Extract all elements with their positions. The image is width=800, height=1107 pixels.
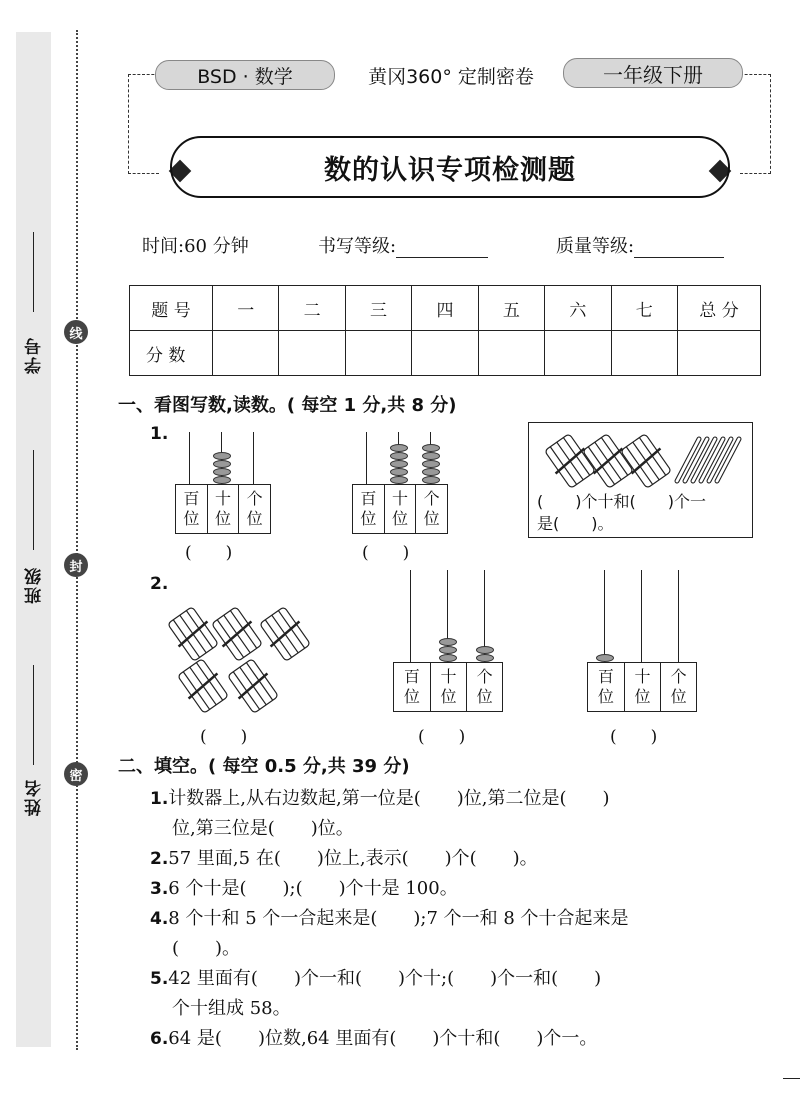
writing-grade-label: 书写等级: xyxy=(318,236,397,257)
abacus xyxy=(175,432,271,534)
section-1-heading: 一、看图写数,读数。( 每空 1 分,共 8 分) xyxy=(118,395,457,416)
section-2-questions xyxy=(150,786,780,1056)
seal-line-mark: 线 xyxy=(64,320,88,344)
stick-bundle xyxy=(174,656,232,715)
question-2-number: 2. xyxy=(150,574,169,594)
answer-blank[interactable]: ( ) xyxy=(200,727,248,747)
place-label-tens xyxy=(625,663,662,711)
question-line xyxy=(150,966,780,996)
abacus-bead xyxy=(439,654,457,662)
quality-grade-label: 质量等级: xyxy=(556,236,635,257)
score-table-cell: 四 xyxy=(412,286,478,331)
place-label-text: 百 位 xyxy=(403,667,420,706)
question-line xyxy=(150,906,780,936)
question-text: 42 里面有( )个一和( )个十;( )个一和( ) xyxy=(168,968,602,989)
abacus-rod xyxy=(678,570,679,662)
name-label: 姓名 xyxy=(25,778,45,816)
abacus-bead xyxy=(422,476,440,484)
bundle-picture xyxy=(537,429,747,491)
question-line xyxy=(150,846,780,876)
answer-blank[interactable]: ( ) xyxy=(362,543,410,563)
question-line xyxy=(150,786,780,816)
score-row-label: 分 数 xyxy=(130,331,213,376)
bundle-picture xyxy=(168,606,318,718)
place-label-ones xyxy=(239,485,270,533)
question-text: 64 是( )位数,64 里面有( )个十和( )个一。 xyxy=(168,1028,598,1049)
abacus-bead xyxy=(390,460,408,468)
abacus-bead xyxy=(476,654,494,662)
abacus-rod xyxy=(253,432,254,484)
score-table-cell: 一 xyxy=(213,286,279,331)
place-label-text: 百 位 xyxy=(183,489,200,528)
place-value-box xyxy=(587,662,697,712)
class-line xyxy=(33,450,34,550)
abacus-bead xyxy=(213,476,231,484)
header-bracket-right xyxy=(740,74,771,174)
abacus-bead xyxy=(422,460,440,468)
student-id-line xyxy=(33,232,34,312)
question-number: 3. xyxy=(150,879,169,899)
place-label-tens xyxy=(385,485,417,533)
section-2-heading: 二、填空。( 每空 0.5 分,共 39 分) xyxy=(118,756,410,777)
abacus-bead xyxy=(213,460,231,468)
place-value-box xyxy=(352,484,448,534)
abacus-bead xyxy=(390,452,408,460)
question-text: 6 个十是( );( )个十是 100。 xyxy=(168,878,458,899)
score-table-cell: 题 号 xyxy=(130,286,213,331)
student-id-label: 学号 xyxy=(25,336,45,374)
abacus-bead xyxy=(422,468,440,476)
score-cell[interactable] xyxy=(412,331,478,376)
abacus xyxy=(587,570,697,712)
place-label-text: 百 位 xyxy=(360,489,377,528)
seal-secret-mark: 密 xyxy=(64,762,88,786)
class-label: 班级 xyxy=(25,566,45,604)
abacus-bead xyxy=(390,476,408,484)
question-text: 计数器上,从右边数起,第一位是( )位,第二位是( ) xyxy=(168,788,610,809)
brand-text: 黄冈360° 定制密卷 xyxy=(368,65,534,88)
place-label-text: 十 位 xyxy=(392,489,409,528)
score-table-cell: 总 分 xyxy=(678,286,761,331)
place-label-text: 个 位 xyxy=(423,489,440,528)
bundle-question-line2: 是( )。 xyxy=(537,514,614,533)
place-label-hundreds xyxy=(394,663,431,711)
place-value-box xyxy=(393,662,503,712)
place-label-hundreds xyxy=(353,485,385,533)
abacus-bead xyxy=(390,444,408,452)
stick-bundle xyxy=(256,606,314,664)
abacus-bead xyxy=(422,444,440,452)
score-cell[interactable] xyxy=(611,331,677,376)
abacus-bead xyxy=(213,452,231,460)
bundle-question-line1: ( )个十和( )个一 xyxy=(537,492,706,511)
place-label-text: 十 位 xyxy=(634,667,651,706)
question-line xyxy=(150,996,780,1026)
place-label-text: 个 位 xyxy=(476,667,493,706)
abacus xyxy=(393,570,503,712)
answer-blank[interactable]: ( ) xyxy=(610,727,658,747)
score-table-cell: 五 xyxy=(478,286,544,331)
question-number: 6. xyxy=(150,1029,169,1049)
single-sticks xyxy=(677,439,739,481)
abacus-rod xyxy=(366,432,367,484)
question-text: 8 个十和 5 个一合起来是( );7 个一和 8 个十合起来是 xyxy=(168,908,629,929)
score-table-cell: 七 xyxy=(611,286,677,331)
score-table-header-row xyxy=(130,286,761,331)
subject-pill: BSD · 数学 xyxy=(155,60,335,90)
place-label-hundreds xyxy=(588,663,625,711)
place-label-ones xyxy=(467,663,502,711)
answer-blank[interactable]: ( ) xyxy=(418,727,466,747)
abacus-rod xyxy=(410,570,411,662)
question-line xyxy=(150,936,780,966)
score-cell[interactable] xyxy=(279,331,345,376)
place-value-box xyxy=(175,484,271,534)
question-text: 57 里面,5 在( )位上,表示( )个( )。 xyxy=(168,848,538,869)
place-label-tens xyxy=(208,485,240,533)
score-cell[interactable] xyxy=(478,331,544,376)
abacus-bead xyxy=(439,638,457,646)
question-number: 2. xyxy=(150,849,169,869)
quality-grade-blank[interactable] xyxy=(634,239,724,258)
seal-seal-mark: 封 xyxy=(64,553,88,577)
page-corner-mark xyxy=(783,1078,800,1079)
cut-line xyxy=(76,30,78,1050)
header-bracket-left xyxy=(128,74,159,174)
question-number: 5. xyxy=(150,969,169,989)
stick-bundle xyxy=(224,656,282,715)
abacus-rod xyxy=(604,570,605,662)
question-1-number: 1. xyxy=(150,424,169,444)
name-line xyxy=(33,665,34,765)
score-cell[interactable] xyxy=(345,331,411,376)
abacus-rod xyxy=(641,570,642,662)
score-cell[interactable] xyxy=(545,331,611,376)
question-line xyxy=(150,816,780,846)
question-text: ( )。 xyxy=(172,938,241,959)
place-label-text: 个 位 xyxy=(246,489,263,528)
place-label-hundreds xyxy=(176,485,208,533)
score-table xyxy=(129,285,761,376)
abacus-rod xyxy=(189,432,190,484)
place-label-ones xyxy=(661,663,696,711)
quality-grade xyxy=(556,232,724,258)
page-title: 数的认识专项检测题 xyxy=(170,136,730,198)
question-line xyxy=(150,876,780,906)
question-text: 位,第三位是( )位。 xyxy=(172,818,354,839)
abacus xyxy=(352,432,448,534)
place-label-text: 个 位 xyxy=(670,667,687,706)
abacus-bead xyxy=(596,654,614,662)
question-line xyxy=(150,1026,780,1056)
place-label-tens xyxy=(431,663,468,711)
place-label-ones xyxy=(416,485,447,533)
stick-bundle-box xyxy=(528,422,753,538)
place-label-text: 十 位 xyxy=(440,667,457,706)
abacus-bead xyxy=(390,468,408,476)
grade-pill: 一年级下册 xyxy=(563,58,743,88)
question-number: 4. xyxy=(150,909,169,929)
place-label-text: 百 位 xyxy=(597,667,614,706)
score-cell[interactable] xyxy=(213,331,279,376)
question-text: 个十组成 58。 xyxy=(172,998,291,1019)
score-table-cell: 六 xyxy=(545,286,611,331)
stick-bundle xyxy=(168,606,222,664)
stick-bundle xyxy=(208,606,266,664)
writing-grade-blank[interactable] xyxy=(396,239,488,258)
score-table-cell: 二 xyxy=(279,286,345,331)
abacus-bead xyxy=(213,468,231,476)
time-limit: 时间:60 分钟 xyxy=(142,236,249,257)
score-cell[interactable] xyxy=(678,331,761,376)
score-table-score-row xyxy=(130,331,761,376)
abacus-bead xyxy=(476,646,494,654)
writing-grade xyxy=(318,232,488,258)
question-number: 1. xyxy=(150,789,169,809)
abacus-bead xyxy=(439,646,457,654)
score-table-cell: 三 xyxy=(345,286,411,331)
abacus-bead xyxy=(422,452,440,460)
place-label-text: 十 位 xyxy=(215,489,232,528)
answer-blank[interactable]: ( ) xyxy=(185,543,233,563)
